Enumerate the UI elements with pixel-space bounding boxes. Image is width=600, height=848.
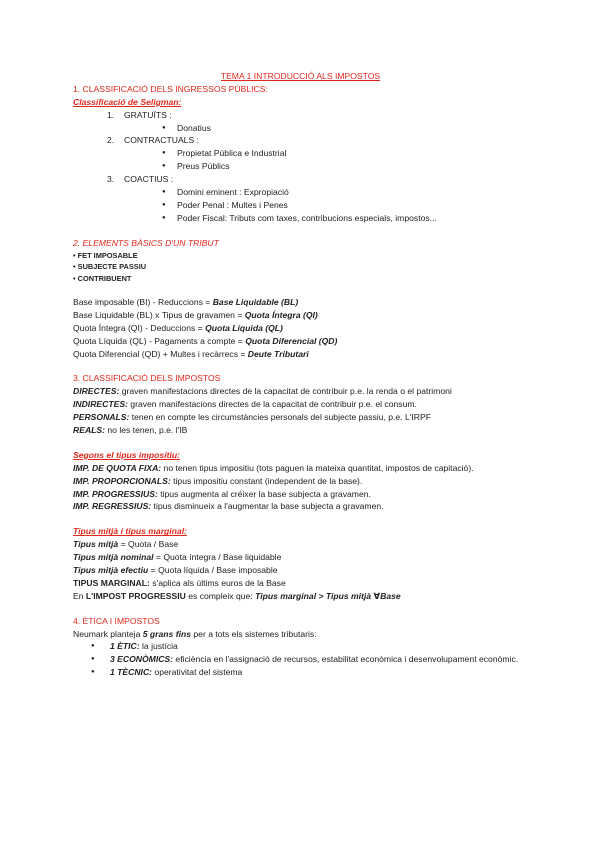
rule-middle: es compleix que:	[185, 590, 256, 601]
group-name: COACTIUS :	[124, 174, 174, 185]
formula-result: Quota Líquida (QL)	[205, 322, 283, 333]
goal-desc: operativitat del sistema	[152, 667, 243, 678]
group-items	[107, 122, 528, 135]
list-item: ● Poder Penal : Multes i Penes	[177, 199, 528, 212]
definition-desc: no tenen tipus impositiu (tots paguen la mateixa quantitat, impostos de capitació).	[161, 462, 474, 473]
definition-term: IMP. REGRESSIUS:	[73, 501, 152, 512]
definition-line	[73, 564, 528, 577]
spacer	[73, 513, 528, 525]
goal-desc: la justícia	[139, 641, 178, 652]
definition-desc: no les tenen, p.e. l'IB	[105, 425, 188, 435]
seligman-subheading: Classificació de Seligman:	[73, 96, 182, 107]
definition-line	[73, 385, 528, 398]
group-coactius	[99, 173, 528, 225]
definition-term: TIPUS MARGINAL:	[73, 577, 150, 588]
rule-prefix: En	[73, 590, 86, 601]
definition-line	[73, 462, 528, 475]
definition-term: INDIRECTES:	[73, 399, 128, 410]
tipus-mitja-heading: Tipus mitjà i tipus marginal:	[73, 526, 187, 537]
group-contractuals	[99, 134, 528, 173]
tax-types	[73, 385, 528, 437]
group-items	[107, 147, 528, 173]
goal-term: 1 ÈTIC:	[110, 641, 140, 652]
definition-term: IMP. PROPORCIONALS:	[73, 475, 171, 486]
definition-line	[73, 411, 528, 424]
list-item	[110, 666, 528, 679]
definition-desc: tipus augmenta al créixer la base subjecta a gravamen.	[157, 488, 371, 499]
definition-term: IMP. PROGRESSIUS:	[73, 488, 158, 499]
definition-desc: = Quota íntegra / Base liquidable	[153, 552, 282, 563]
list-item	[110, 640, 528, 653]
list-item: ● Poder Fiscal: Tributs com taxes, contribucions especials, impostos...	[177, 212, 528, 225]
section-2-heading: 2. ELEMENTS BÀSICS D'UN TRIBUT	[73, 237, 219, 248]
tribut-elements	[73, 250, 528, 284]
goal-term: 3 ECONÒMICS:	[110, 654, 174, 665]
definition-line	[73, 500, 528, 513]
formula-text: Base imposable (BI) - Reduccions =	[73, 296, 213, 307]
formula-result: Quota Diferencial (QD)	[245, 335, 338, 346]
formula-text: Base Liquidable (BL) x Tipus de gravamen =	[73, 309, 245, 320]
element-item: • CONTRIBUENT	[73, 273, 132, 283]
tribut-formulas	[73, 296, 528, 360]
group-name: GRATUÏTS :	[124, 109, 172, 120]
definition-desc: s'aplica als últims euros de la Base	[149, 577, 286, 588]
formula-text: Quota Diferencial (QD) + Multes i recàrrecs =	[73, 348, 248, 359]
section-1-heading: 1. CLASSIFICACIÓ DELS INGRESSOS PÚBLICS:	[73, 83, 268, 94]
list-item: ● Donatius	[177, 122, 528, 135]
formula-line	[73, 309, 528, 322]
definition-term: REALS:	[73, 425, 105, 435]
element-item: • SUBJECTE PASSIU	[73, 262, 147, 272]
definition-term: Tipus mitjà	[73, 539, 119, 550]
intro-bold: 5 grans fins	[142, 628, 191, 639]
goal-desc: eficiència en l'assignació de recursos, estabilitat econòmica i desenvolupament econòmic.	[173, 654, 519, 665]
tipus-impositiu-heading: Segons el tipus impositiu:	[73, 449, 180, 460]
formula-result: Quota Íntegra (QI)	[244, 309, 318, 320]
definition-line	[73, 551, 528, 564]
spacer	[73, 603, 528, 615]
definition-desc: graven manifestacions directes de la capacitat de contribuir p.e. la renda o el patrimoni	[119, 386, 452, 397]
formula-text: Quota Líquida (QL) - Pagaments a compte =	[73, 335, 246, 346]
group-number: 3.	[107, 174, 115, 185]
list-item: ● Preus Públics	[177, 160, 528, 173]
spacer	[73, 360, 528, 372]
formula-line	[73, 296, 528, 309]
element-item: • FET IMPOSABLE	[73, 250, 138, 260]
section-4-heading: 4. ÈTICA I IMPOSTOS	[73, 615, 160, 626]
intro-suffix: per a tots els sistemes tributaris:	[191, 628, 317, 639]
definition-term: IMP. DE QUOTA FIXA:	[73, 462, 162, 473]
definition-term: DIRECTES:	[73, 386, 120, 397]
group-number: 1.	[107, 109, 115, 120]
formula-text: Quota Íntegra (QI) - Deduccions =	[73, 322, 206, 333]
definition-line	[73, 398, 528, 411]
seligman-groups	[73, 109, 528, 225]
definition-desc: = Quota / Base	[118, 539, 179, 550]
definition-desc: = Quota líquida / Base imposable	[148, 565, 278, 576]
definition-line	[73, 475, 528, 488]
definition-desc: tenen en compte les circumstàncies personals del subjecte passiu, p.e. L'IRPF	[129, 412, 431, 423]
spacer	[73, 284, 528, 296]
definition-term: Tipus mitjà nominal	[73, 552, 154, 563]
neumark-goals	[73, 640, 528, 679]
definition-term: PERSONALS:	[73, 412, 130, 423]
formula-line	[73, 348, 528, 361]
group-gratuits	[99, 109, 528, 135]
list-item	[110, 653, 528, 666]
formula-line	[73, 335, 528, 348]
rule-formula: Tipus marginal > Tipus mitjà ∀Base	[255, 590, 401, 601]
definition-line	[73, 488, 528, 501]
rule-term: L'IMPOST PROGRESSIU	[85, 590, 186, 601]
neumark-intro	[73, 628, 528, 641]
spacer	[73, 437, 528, 449]
definition-term: Tipus mitjà efectiu	[73, 565, 149, 576]
formula-line	[73, 322, 528, 335]
formula-result: Base Liquidable (BL)	[212, 296, 299, 307]
document-title: TEMA 1 INTRODUCCIÓ ALS IMPOSTOS	[220, 71, 381, 81]
definition-desc: graven manifestacions directes de la capacitat de contribuir p.e. el consum.	[127, 399, 417, 410]
goal-term: 1 TÈCNIC:	[110, 667, 153, 678]
definition-line	[73, 538, 528, 551]
group-number: 2.	[107, 135, 115, 146]
intro-prefix: Neumark planteja	[73, 628, 143, 639]
definition-desc: tipus impositiu constant (independent de la base).	[170, 475, 363, 486]
progressive-rule-line	[73, 590, 528, 603]
list-item: ● Domini eminent : Expropiació	[177, 186, 528, 199]
definition-desc: tipus disminueix a l'augmentar la base subjecta a gravamen.	[151, 501, 384, 512]
section-3-heading: 3. CLASSIFICACIÓ DELS IMPOSTOS	[73, 373, 221, 384]
tipus-impositiu-list	[73, 462, 528, 514]
definition-line	[73, 577, 528, 590]
definition-line	[73, 424, 528, 437]
list-item: ● Propietat Pública e Industrial	[177, 147, 528, 160]
document-content	[73, 70, 528, 679]
spacer	[73, 225, 528, 237]
group-items	[107, 186, 528, 225]
group-name: CONTRACTUALS :	[124, 135, 199, 146]
formula-result: Deute Tributari	[247, 348, 309, 359]
tipus-mitja-list	[73, 538, 528, 602]
